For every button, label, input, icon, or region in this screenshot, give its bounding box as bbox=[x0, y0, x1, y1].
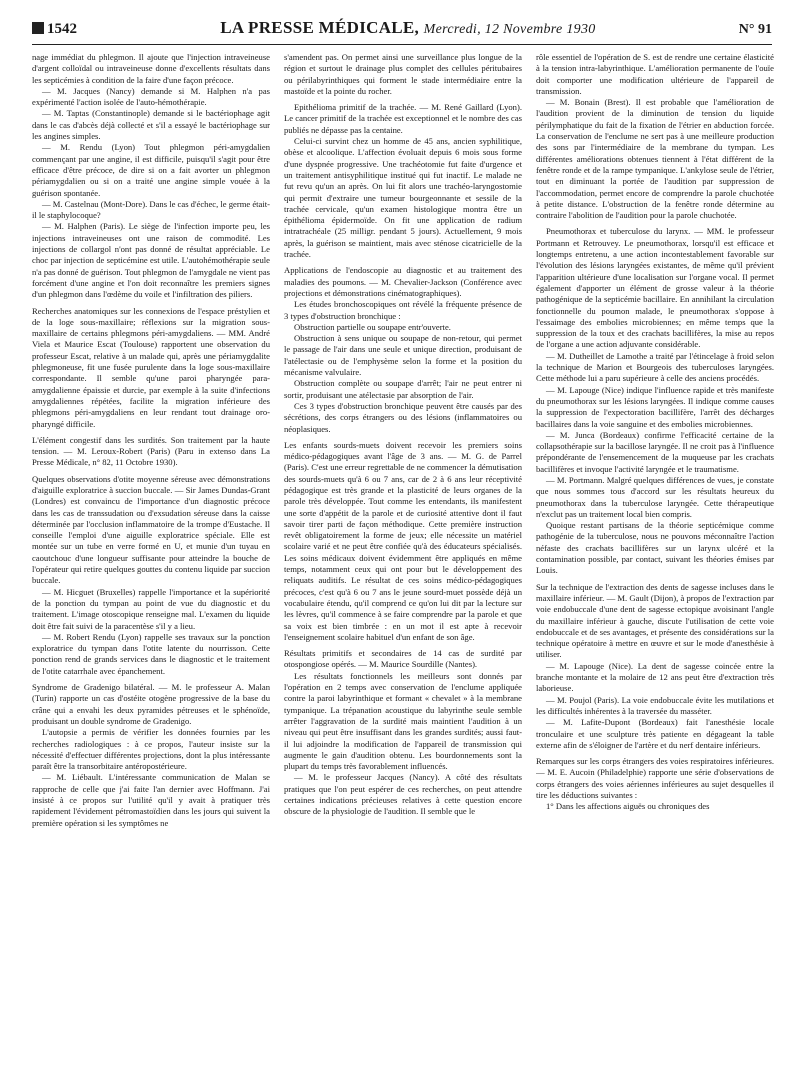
issue-number: N° 91 bbox=[738, 22, 772, 37]
page-number: 1542 bbox=[47, 21, 77, 37]
paragraph: — M. Taptas (Constantinople) demande si le bactériophage agit dans le cas d'abcès déjà collecté et s'il a essayé le bactériophage sur les angines simples. bbox=[32, 108, 270, 142]
paragraph: — M. Poujol (Paris). La voie endobuccale évite les mutilations et les difficultés inhérentes à la traversée du masséter. bbox=[536, 694, 774, 716]
issue-date: Mercredi, 12 Novembre 1930 bbox=[423, 22, 596, 37]
column-right bbox=[536, 52, 774, 1070]
paragraph: nage immédiat du phlegmon. Il ajoute que l'injection intraveineuse d'argent colloïdal ou intraveineuse donne d'excellents résultats dans les septicémies à condition de la faire d'une façon précoce. bbox=[32, 52, 270, 85]
paragraph: — M. Halphen (Paris). Le siège de l'infection importe peu, les injections intraveineuses ont une raison de commodité. Les injections de collargol n'ont pas donné de résultat appréciable. Le choc par injection de septicémine est utile. L'autohémothérapie seule n'a pas donné de guérison. Tout phlegmon de l'amygdale ne vient pas forcément d'une angine et l'on doit reconnaître les premiers signes d'un phlegmon dans l'œdème du voile et l'infiltration des piliers. bbox=[32, 221, 270, 300]
paragraph: — M. Rendu (Lyon) Tout phlegmon péri-amygdalien commençant par une angine, il est difficile, puisqu'il s'agit pour être efficace d'être précoce, de dire si on a fait avorter un phlegmon périamygdalien ou si on a traité une angine simple vouée à la guérison spontanée. bbox=[32, 142, 270, 198]
journal-title-block bbox=[220, 18, 595, 38]
paragraph: Les résultats fonctionnels les meilleurs sont donnés par l'opération en 2 temps avec conservation de l'enclume appliquée contre la paroi labyrinthique et formant « chevalet » à la membrane tympanique. La trépanation acoustique du labyrinthe seule semble arrêter l'aggravation de la surdité mais maintient l'audition à un niveau qui peut être insuffisant dans les grandes surdités; aussi faut-il lui adjoindre la modification de l'appareil de transmission qui augmente le gain d'audition obtenu. Les bourdonnements sont la plupart du temps très favorablement influencés. bbox=[284, 670, 522, 772]
paragraph: — M. Hicguet (Bruxelles) rappelle l'importance et la supériorité de la ponction du tympan au point de vue du diagnostic et du traitement. L'image otoscopique renseigne mal. L'examen du liquide doit être fait suivi de la paracentèse s'il y a lieu. bbox=[32, 586, 270, 631]
paragraph: Quelques observations d'otite moyenne séreuse avec démonstrations d'aiguille exploratrice à succion buccale. — Sir James Dundas-Grant (Londres) est convaincu de l'importance d'un diagnostic précoce dans les cas de transsudation ou d'exsudation séreuse dans la caisse déterminée par l'occlusion inflammatoire de la trompe d'Eustache. Il conseille l'emploi d'une aiguille exploratrice spéciale. Elle est montée sur un tube en verre formé en U, et munie d'un tuyau en caoutchouc d'une longueur suffisante pour atteindre la bouche de l'opérateur qui retire quelques gouttes du contenu liquide par succion buccale. bbox=[32, 473, 270, 586]
paragraph: Sur la technique de l'extraction des dents de sagesse incluses dans le maxillaire inférieur. — M. Gault (Dijon), à propos de l'extraction par voie endobuccale d'une dent de sagesse ectopique avoisinant l'angle du maxillaire inférieur à gauche, discute l'utilisation de cette voie endobuccale et de ses avantages, et présente des considérations sur la technique opératoire à mettre en œuvre et sur le mode d'anesthésie à utiliser. bbox=[536, 581, 774, 660]
paragraph: Obstruction partielle ou soupape entr'ouverte. bbox=[294, 321, 451, 332]
column-middle bbox=[284, 52, 522, 1070]
paragraph: Recherches anatomiques sur les connexions de l'espace préstylien et de la loge sous-maxillaire; réflexions sur la migration sous-maxillaire de certains phlegmons péri-amygdaliens. — MM. André Viela et Maurice Escat (Toulouse) rapportent une observation du professeur Escat, relative à un malade qui, après une périamygdalite phlegmoneuse, fit une fusée purulente dans la loge sous-maxillaire correspondante. Il semble qu'une paroi pharyngée para-amygdalienne épaissie et durcie, par exemple à la suite d'infections amygdaliennes répétées, facilite la migration inférieure des phlegmons péri-amygdaliens en leur rendant tout drainage oro-pharyngé difficile. bbox=[32, 305, 270, 429]
paragraph: — M. le professeur Jacques (Nancy). A côté des résultats pratiques que l'on peut espérer de ces recherches, on peut attendre certaines indications précieuses relatives à cette question encore obscure de la physiologie de l'audition. Il semble que le bbox=[284, 772, 522, 817]
paragraph: — M. Portmann. Malgré quelques différences de vues, je constate que nous sommes tous d'accord sur les résultats heureux du pneumothorax dans la tuberculose laryngée. Cette thérapeutique n'exclut pas un traitement local bien compris. bbox=[536, 474, 774, 519]
paragraph: Epithélioma primitif de la trachée. — M. René Gaillard (Lyon). Le cancer primitif de la trachée est exceptionnel et le nombre des cas publiés ne dépasse pas la centaine. bbox=[284, 102, 522, 135]
paragraph: Syndrome de Gradenigo bilatéral. — M. le professeur A. Malan (Turin) rapporte un cas d'ostéite otogène progressive de la base du crâne qui a envahi les deux pyramides pétreuses et le sphénoïde, produisant un double syndrome de Gradenigo. bbox=[32, 682, 270, 726]
paragraph: Obstruction à sens unique ou soupape de non-retour, qui permet le passage de l'air dans une seule et unique direction, produisant de l'atélectasie ou de l'emphysème selon la forme et la position du mécanisme valvulaire. bbox=[284, 333, 522, 378]
paragraph: Résultats primitifs et secondaires de 14 cas de surdité par otospongiose opérés. — M. Maurice Sourdille (Nantes). bbox=[284, 648, 522, 670]
journal-title: LA PRESSE MÉDICALE, bbox=[220, 18, 420, 37]
paragraph: Celui-ci survint chez un homme de 45 ans, ancien syphilitique, obèse et alcoolique. L'affection évoluait depuis 6 mois sous forme d'une dyspnée progressive. Une trachéotomie fut faite d'urgence et un traitement antisyphilitique institué qui fut inactif. Le malade ne fut revu qu'un an après. On lui fit alors une trachéo-laryngostomie qui permit d'extraire une tumeur bourgeonnante et sessile de la trachée cervicale, qu'un examen histologique montra être un épithélioma épidermoïde. On fit une application de radium intratrachéale (25 milligr. pendant 5 jours). Actuellement, 9 mois après, la guérison se maintient, mais avec sténose cicatricielle de la trachée. bbox=[284, 136, 522, 260]
paragraph: Quoique restant partisans de la théorie septicémique comme pathogénie de la tuberculose, nous ne pouvons méconnaître l'action néfaste des crachats bacillifères sur un larynx ulcéré et la contamination possible, par contact, suivant les théories émises par Louis. bbox=[536, 520, 774, 576]
paragraph: s'amendent pas. On permet ainsi une surveillance plus longue de la région et surtout le drainage plus complet des cellules péritubaires ou périlabyrinthiques qui forment le stade intermédiaire entre la mastoïde et la pointe du rocher. bbox=[284, 52, 522, 96]
paragraph: — M. Dutheillet de Lamothe a traité par l'étincelage à froid selon la technique de Marion et Bourgeois des tuberculoses laryngées. Cette méthode lui a paru supérieure à celle des anciens procédés. bbox=[536, 350, 774, 384]
paragraph: — M. Liébault. L'intéressante communication de Malan se rapproche de celle que j'ai faite l'an dernier avec Hoffmann. J'ai insisté à ce propos sur l'utilité qu'il y avait à pratiquer très rapidement l'évidement pétromastoïdien dans les jours qui suivent la première opération si les symptômes ne bbox=[32, 772, 270, 828]
paragraph: rôle essentiel de l'opération de S. est de rendre une certaine élasticité à la tension intra-labyrinthique. L'amélioration permanente de l'ouïe doit comporter une modification ultérieure de l'appareil de transmission. bbox=[536, 52, 774, 96]
paragraph: 1° Dans les affections aiguës ou chroniques des bbox=[546, 801, 710, 812]
paragraph: — M. Robert Rendu (Lyon) rappelle ses travaux sur la ponction exploratrice du tympan dans l'otite latente du nourrisson. Cette ponction rend de grands services dans le diagnostic et le traitement de l'otite catarrhale avec épanchement. bbox=[32, 631, 270, 676]
paragraph: — M. Jacques (Nancy) demande si M. Halphen n'a pas expérimenté l'action isolée de l'auto-hémothérapie. bbox=[32, 85, 270, 108]
paragraph: L'élément congestif dans les surdités. Son traitement par la haute tension. — M. Leroux-Robert (Paris) (Paru in extenso dans La Presse Médicale, n° 82, 11 Octobre 1930). bbox=[32, 434, 270, 468]
paragraph: Remarques sur les corps étrangers des voies respiratoires inférieures. — M. E. Aucoin (Philadelphie) rapporte une série d'observations de corps étrangers des voies aériennes inférieures au sujet desquelles il tire les déductions suivantes : bbox=[536, 756, 774, 800]
paragraph: Applications de l'endoscopie au diagnostic et au traitement des maladies des poumons. — M. Chevalier-Jackson (Conférence avec projections et démonstrations cinématographiques). bbox=[284, 265, 522, 298]
paragraph: — M. Lafite-Dupont (Bordeaux) fait l'anesthésie locale tronculaire et une sculpture très patiente en dégageant la table externe afin de s'éloigner de l'artère et du nerf dentaire inférieurs. bbox=[536, 717, 774, 750]
page-number-block bbox=[32, 21, 77, 38]
page-header bbox=[32, 18, 772, 45]
paragraph: Les études bronchoscopiques ont révélé la fréquente présence de 3 types d'obstruction bronchique : bbox=[284, 299, 522, 321]
paragraph: — M. Bonain (Brest). Il est probable que l'amélioration de l'audition provient de la diminution de tension du liquide périlymphatique du fait de la fixation de l'étrier en abduction forcée. La conservation de l'enclume ne sert pas à une meilleure production des sons par l'intermédiaire de la membrane du tympan. Les différentes améliorations obtenues tiennent à l'état différent de la fenêtre ronde et de la rampe tympanique. L'ankylose seule de l'étrier, tout en diminuant la portée de l'audition par suppression de l'accommodation, permet encore de comprendre la parole chuchotée à petite distance. L'obstruction de la fenêtre ronde détermine au contraire l'abolition de l'audition pour la parole chuchotée. bbox=[536, 97, 774, 221]
paragraph: Ces 3 types d'obstruction bronchique peuvent être causés par des sécrétions, des corps étrangers ou des lésions (inflammatoires ou néoplasiques. bbox=[284, 400, 522, 434]
paragraph: Les enfants sourds-muets doivent recevoir les premiers soins médico-pédagogiques avant l'âge de 3 ans. — M. G. de Parrel (Paris). C'est une erreur regrettable de ne commencer la démutisation des sourds-muets qu'à 6 ou 7 ans, car de 2 à 6 ans leur réceptivité pédagogique est très grande et la plasticité de leurs organes de la parole très développée. Tout comme les entendants, ils manifestent une sorte d'appétit de la parole et de curiosité attentive dont il faut savoir tirer parti de façon méthodique. Cette première instruction revêt obligatoirement la forme de jeux; elle nécessite un matériel scolaire varié et ne peut être confiée qu'à des éducateurs spécialisés. Les soins médicaux doivent évidemment être appliqués en même temps, notamment ceux qui ont pour but le développement des reliquats auditifs. Le résultat de ces soins médico-pédagogiques précoces, c'est qu'à 6 ou 7 ans le jeune sourd-muet possède déjà un vocabulaire étendu, qu'il comprend ce qu'on lui dit par la lecture sur les lèvres, qu'il commence à se faire comprendre par la parole et que sa voix est bien timbrée : en un mot il est apte à recevoir l'enseignement scolaire habituel d'un enfant de son âge. bbox=[284, 439, 522, 642]
paragraph: — M. Lapouge (Nice) indique l'influence rapide et très manifeste du pneumothorax sur les lésions laryngées. Il indique comme causes la suppression de l'expectoration bacillifère, l'arrêt des décharges bacillaires dans la voie sanguine et des embolies microbiennes. bbox=[536, 384, 774, 429]
paragraph: Obstruction complète ou soupape d'arrêt; l'air ne peut entrer ni sortir, produisant une atélectasie par absorption de l'air. bbox=[284, 378, 522, 400]
paragraph: L'autopsie a permis de vérifier les données fournies par les recherches radiologiques : à ce propos, l'auteur insiste sur la nécessité d'effectuer différentes projections, dont la plus intéressante paraît être la transorbitaire antéropostérieure. bbox=[32, 727, 270, 772]
paragraph: — M. Castelnau (Mont-Dore). Dans le cas d'échec, le germe était-il le staphylocoque? bbox=[32, 198, 270, 221]
paragraph: — M. Lapouge (Nice). La dent de sagesse coincée entre la branche montante et la molaire de 12 ans peut être d'extraction très laborieuse. bbox=[536, 660, 774, 694]
paragraph: — M. Junca (Bordeaux) confirme l'efficacité certaine de la collapsothérapie sur la bacillose laryngée. Il ne croit pas à l'influence prépondérante de l'ensemencement de la muqueuse par les crachats bacillifères et invoque l'activité laryngée et le traumatisme. bbox=[536, 429, 774, 474]
column-left bbox=[32, 52, 270, 1070]
paragraph: Pneumothorax et tuberculose du larynx. — MM. le professeur Portmann et Retrouvey. Le pneumothorax, lorsqu'il est efficace et longtemps entretenu, a une action incontestablement favorable sur l'évolution des lésions laryngées existantes, de même qu'il prévient l'apparition ultérieure d'une localisation sur l'organe vocal. Il permet également d'apporter un élément de grosse valeur à la théorie pathogénique de la septicémie bacillaire. En annihilant la circulation fonctionnelle du poumon malade, le pneumothorax s'oppose à l'essaimage des embolies microbiennes; en même temps que la suppression de la toux et des crachats bacillifères, la mise au repos de l'organe a une action adjuvante considérable. bbox=[536, 226, 774, 350]
article-columns bbox=[32, 52, 774, 1070]
ornament-icon bbox=[32, 22, 44, 34]
